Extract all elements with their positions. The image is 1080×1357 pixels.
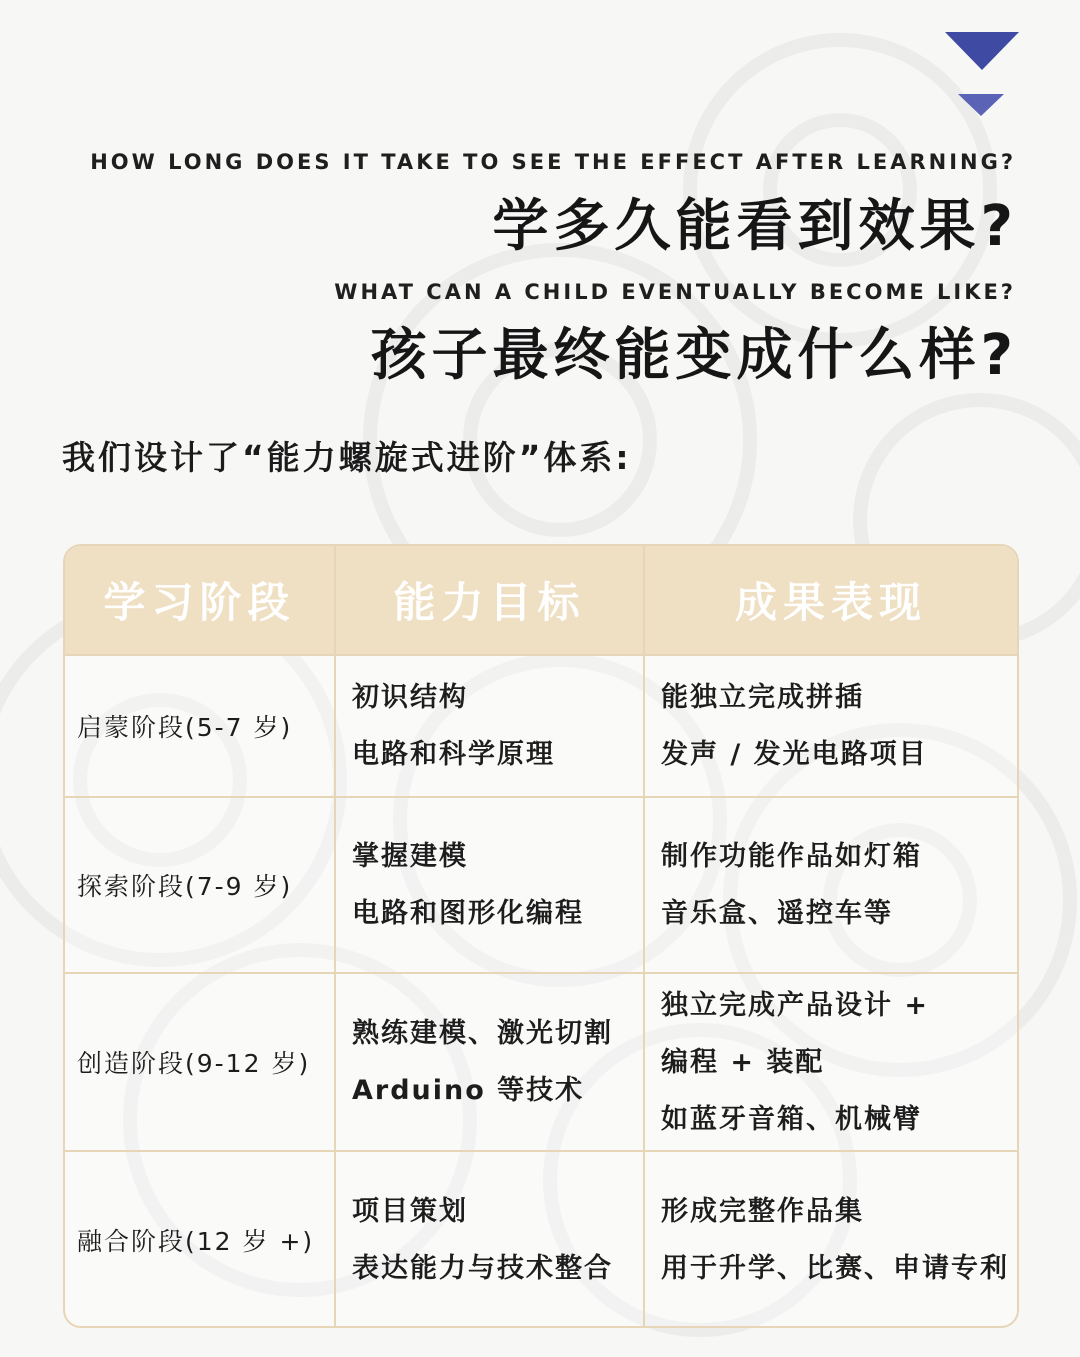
goal-line: 掌握建模 [352, 841, 468, 872]
goal-cell [335, 655, 644, 797]
result-cell [644, 655, 1017, 797]
goal-line: 表达能力与技术整合 [352, 1252, 613, 1284]
table-row [65, 1151, 1017, 1327]
result-line: 发声 / 发光电路项目 [661, 739, 928, 770]
header-goal: 能力目标 [335, 546, 644, 655]
result-line: 能独立完成拼插 [661, 682, 864, 713]
goal-line: 电路和图形化编程 [352, 898, 584, 929]
goal-cell [335, 797, 644, 973]
goal-cell [335, 1151, 644, 1327]
result-cell [644, 1151, 1017, 1327]
goal-line: 电路和科学原理 [352, 739, 555, 770]
result-line: 制作功能作品如灯箱 [661, 841, 922, 872]
question-2-english: WHAT CAN A CHILD EVENTUALLY BECOME LIKE? [334, 280, 1016, 304]
result-cell [644, 797, 1017, 973]
question-2-chinese: 孩子最终能变成什么样? [370, 323, 1018, 388]
stage-cell: 创造阶段(9-12 岁) [65, 973, 335, 1151]
goal-line: 项目策划 [352, 1195, 468, 1227]
table-row [65, 973, 1017, 1151]
stage-cell: 融合阶段(12 岁 +) [65, 1151, 335, 1327]
result-line: 独立完成产品设计 + [661, 989, 930, 1021]
header-result: 成果表现 [644, 546, 1017, 655]
result-line: 编程 + 装配 [661, 1046, 825, 1078]
goal-cell [335, 973, 644, 1151]
result-line: 音乐盒、遥控车等 [661, 898, 893, 929]
question-1-chinese: 学多久能看到效果? [492, 194, 1018, 259]
stage-cell: 启蒙阶段(5-7 岁) [65, 655, 335, 797]
goal-line: 初识结构 [352, 682, 468, 713]
goal-line: Arduino 等技术 [352, 1075, 585, 1106]
question-1-english: HOW LONG DOES IT TAKE TO SEE THE EFFECT AFTER LEARNING? [90, 150, 1016, 174]
blue-triangle-icon [945, 32, 1019, 70]
table-row [65, 797, 1017, 973]
result-line: 如蓝牙音箱、机械臂 [661, 1103, 922, 1135]
result-line: 用于升学、比赛、申请专利 [661, 1252, 1009, 1284]
table-header-row [65, 546, 1017, 655]
stage-table [63, 544, 1019, 1328]
goal-line: 熟练建模、激光切割 [352, 1018, 613, 1049]
header-stage: 学习阶段 [65, 546, 335, 655]
result-line: 形成完整作品集 [661, 1195, 864, 1227]
intro-text: 我们设计了“能力螺旋式进阶”体系: [62, 438, 632, 477]
stage-cell: 探索阶段(7-9 岁) [65, 797, 335, 973]
table-row [65, 655, 1017, 797]
small-blue-triangle-icon [958, 94, 1004, 116]
result-cell [644, 973, 1017, 1151]
